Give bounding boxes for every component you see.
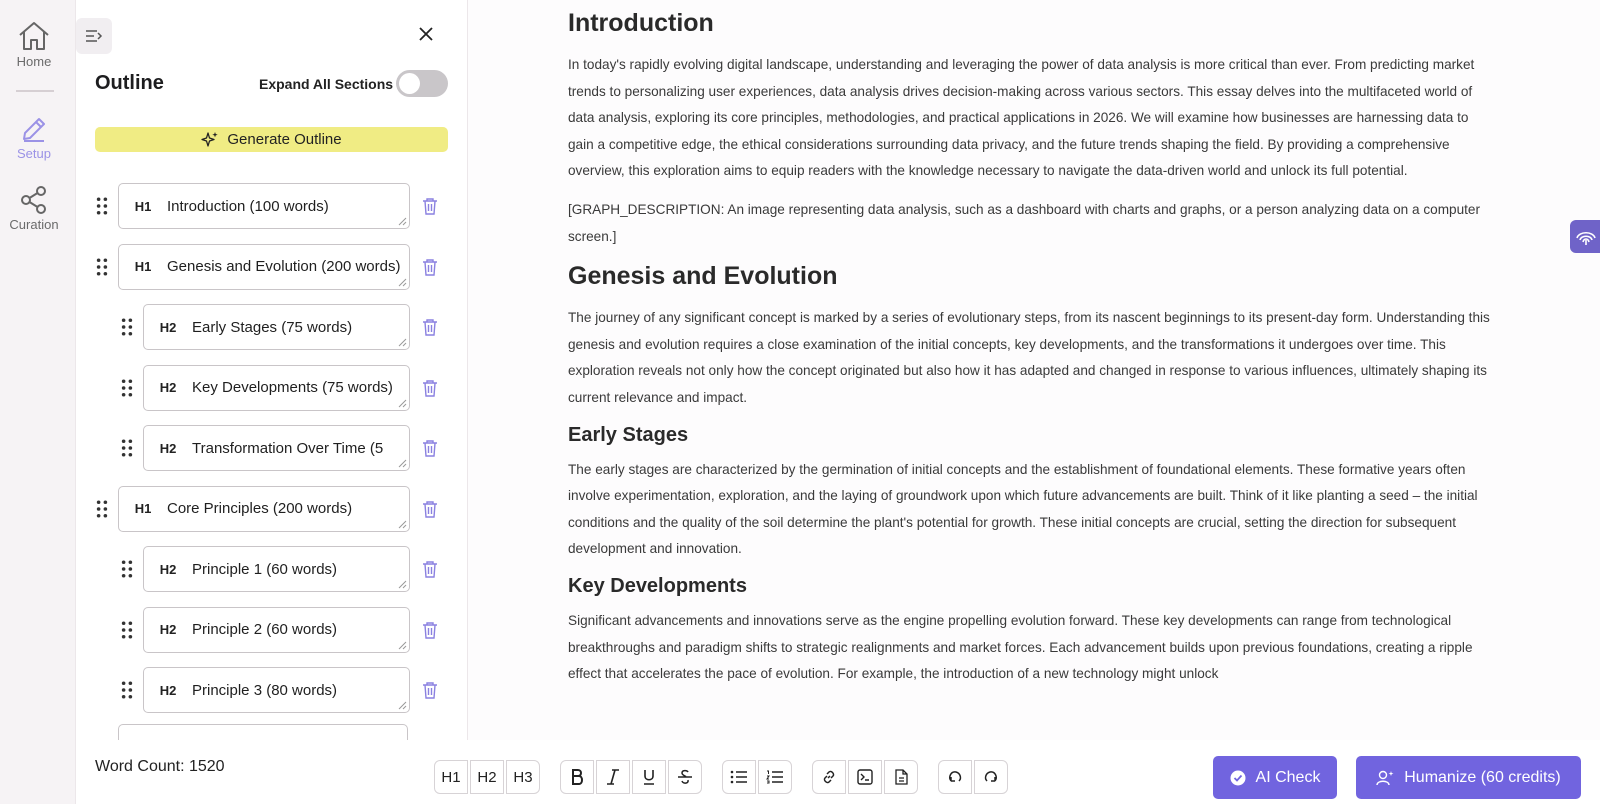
intro-paragraph: In today's rapidly evolving digital landscape, understanding and leveraging the power of data analysis is more critical than ever. From predicting market trends to personalizing user experiences, data analysis drives decision-making across various sectors. This essay delves into the multifaceted world of data analysis, exploring its core principles, methodologies, and practical applications in 2026. We will examine how businesses are harnessing data to gain a competitive edge, the ethical considerations surrounding data privacy, and the future trends shaping the field. By providing a comprehensive overview, this exploration aims to equip readers with the knowledge necessary to navigate the data-driven world and unlock its full potential. (568, 57, 1475, 179)
outline-item (76, 365, 468, 411)
heading-level-badge: H2 (159, 682, 177, 698)
strikethrough-button[interactable] (668, 760, 702, 794)
heading-level-badge: H2 (159, 561, 177, 577)
pencil-icon (19, 114, 49, 144)
drag-handle-icon[interactable] (120, 318, 134, 336)
generate-outline-button[interactable] (95, 127, 448, 152)
undo-icon (947, 769, 963, 785)
outline-item-input[interactable] (143, 667, 410, 713)
drag-handle-icon[interactable] (95, 197, 109, 215)
heading-level-badge: H1 (134, 259, 152, 274)
link-icon (821, 769, 837, 785)
nav-curation-label: Curation (9, 217, 59, 232)
outline-item-text: Principle 2 (60 words) (192, 621, 338, 638)
undo-button[interactable] (938, 760, 972, 794)
outline-item-text: Genesis and Evolution (200 words) (167, 258, 401, 275)
outline-item-text: Transformation Over Time (5 (192, 439, 384, 457)
drag-handle-icon[interactable] (120, 621, 134, 639)
document-icon (894, 769, 908, 785)
outline-item-input[interactable] (118, 183, 410, 229)
expand-all-toggle[interactable] (396, 70, 448, 97)
outline-item-text: Introduction (100 words) (167, 197, 329, 215)
trash-icon[interactable] (422, 197, 438, 215)
heading-early-stages: Early Stages (568, 423, 689, 446)
heading-key-developments: Key Developments (568, 574, 747, 597)
outline-item (76, 304, 468, 350)
underline-icon (642, 769, 656, 785)
heading1-button[interactable]: H1 (434, 760, 468, 794)
bold-button[interactable] (560, 760, 594, 794)
outline-item-text: Key Developments (75 words) (192, 379, 393, 396)
outline-item-input[interactable] (143, 365, 410, 411)
outline-item-text: Principle 3 (80 words) (192, 681, 338, 699)
outline-panel (76, 0, 468, 740)
key-paragraph: Significant advancements and innovations serve as the engine propelling evolution forward. These key developments can range from technological breakthroughs and paradigm shifts to strategic realignments and market forces. Each advancement builds upon previous foundations, creating a ripple effect that accelerates the pace of evolution. For example, the introduction of a new technology might unlock (568, 612, 1473, 682)
drag-handle-icon[interactable] (120, 560, 134, 578)
early-paragraph: The early stages are characterized by the germination of initial concepts and the establishment of foundational elements. These formative years often involve experimentation, exploration, and the laying of groundwork upon which future advancements are built. Think of it like planting a seed – the initial conditions and the quality of the soil determine the plant's potential for growth. These initial concepts are crucial, setting the direction for subsequent development and innovation. (568, 461, 1478, 557)
numbered-list-button[interactable] (758, 760, 792, 794)
heading-level-badge: H1 (134, 198, 152, 214)
heading-level-badge: H2 (159, 622, 177, 637)
home-icon (17, 20, 51, 52)
outline-item-input[interactable] (118, 244, 410, 290)
ai-check-button[interactable] (1213, 756, 1337, 799)
resize-handle-icon[interactable] (398, 580, 407, 589)
outline-item (76, 425, 468, 471)
redo-icon (983, 769, 999, 785)
terminal-icon (857, 769, 873, 785)
trash-icon[interactable] (422, 681, 438, 699)
trash-icon[interactable] (422, 560, 438, 578)
genesis-paragraph: The journey of any significant concept is marked by a series of evolutionary steps, from its nascent beginnings to its present-day form. Understanding this genesis and evolution requires a close examination of the initial concepts, key developments, and the transformations it undergoes over time. This exploration reveals not only how the concept originated but also how it has adapted and changed in response to various influences, ultimately shaping its current relevance and impact. (568, 310, 1490, 405)
collapse-icon (85, 29, 103, 43)
outline-item-text: Core Principles (200 words) (167, 500, 353, 517)
sparkle-icon (201, 131, 219, 149)
humanize-button[interactable] (1356, 756, 1581, 799)
graph-description-paragraph: [GRAPH_DESCRIPTION: An image representing data analysis, such as a dashboard with charts and graphs, or a person analyzing data on a computer screen.] (568, 201, 1481, 244)
nav-rail (0, 0, 76, 804)
outline-item (76, 183, 468, 229)
resize-handle-icon[interactable] (398, 399, 407, 408)
editor-content[interactable] (568, 0, 1492, 740)
heading-level-badge: H2 (159, 319, 177, 335)
collapse-panel-button[interactable] (76, 18, 112, 54)
trash-icon[interactable] (422, 318, 438, 336)
resize-handle-icon[interactable] (398, 217, 407, 226)
humanize-label: Humanize (60 credits) (1404, 768, 1561, 786)
strikethrough-icon (677, 769, 693, 785)
trash-icon[interactable] (422, 258, 438, 276)
generate-outline-label: Generate Outline (227, 131, 342, 148)
user-sparkle-icon (1376, 770, 1394, 786)
heading-introduction: Introduction (568, 9, 714, 37)
outline-item (76, 607, 468, 653)
drag-handle-icon[interactable] (95, 500, 109, 518)
expand-all-label: Expand All Sections (259, 76, 394, 92)
nav-home-label: Home (16, 54, 52, 69)
nav-home[interactable] (0, 20, 68, 69)
outline-item-input[interactable] (143, 546, 410, 592)
trash-icon[interactable] (422, 500, 438, 518)
outline-title: Outline (95, 72, 164, 94)
outline-item (76, 486, 468, 532)
drag-handle-icon[interactable] (120, 379, 134, 397)
trash-icon[interactable] (422, 439, 438, 457)
code-block-button[interactable] (848, 760, 882, 794)
close-icon (419, 27, 433, 41)
outline-item-text: Early Stages (75 words) (192, 318, 353, 336)
heading3-button[interactable]: H3 (506, 760, 540, 794)
outline-item-text: Principle 1 (60 words) (192, 560, 338, 578)
outline-item (76, 244, 468, 290)
outline-item-partial[interactable] (118, 724, 408, 740)
drag-handle-icon[interactable] (120, 681, 134, 699)
outline-item-input[interactable] (143, 304, 410, 350)
underline-button[interactable] (632, 760, 666, 794)
check-circle-icon (1230, 770, 1246, 786)
italic-icon (606, 769, 620, 785)
trash-icon[interactable] (422, 621, 438, 639)
numbered-list-icon (766, 770, 784, 784)
drag-handle-icon[interactable] (95, 258, 109, 276)
redo-button[interactable] (974, 760, 1008, 794)
drag-handle-icon[interactable] (120, 439, 134, 457)
share-icon (19, 185, 49, 215)
resize-handle-icon[interactable] (398, 701, 407, 710)
italic-button[interactable] (596, 760, 630, 794)
heading-genesis: Genesis and Evolution (568, 262, 838, 291)
side-widget-button[interactable] (1570, 220, 1600, 253)
resize-handle-icon[interactable] (398, 641, 407, 650)
outline-item-input[interactable] (118, 486, 410, 532)
fingerprint-icon (1575, 228, 1597, 246)
editor-toolbar (76, 740, 1600, 804)
heading-level-badge: H2 (159, 380, 177, 395)
nav-setup[interactable] (0, 114, 68, 161)
document-button[interactable] (884, 760, 918, 794)
resize-handle-icon[interactable] (398, 338, 407, 347)
resize-handle-icon[interactable] (398, 278, 407, 287)
toggle-knob (399, 73, 420, 94)
bullet-list-icon (730, 770, 748, 784)
close-button[interactable] (414, 22, 438, 46)
heading2-button[interactable]: H2 (470, 760, 504, 794)
heading-level-badge: H2 (159, 440, 177, 456)
trash-icon[interactable] (422, 379, 438, 397)
word-count: Word Count: 1520 (95, 758, 225, 775)
nav-setup-label: Setup (17, 146, 51, 161)
outline-item-input[interactable] (143, 425, 410, 471)
link-button[interactable] (812, 760, 846, 794)
outline-item (76, 546, 468, 592)
nav-divider (16, 90, 54, 92)
heading-level-badge: H1 (134, 501, 152, 516)
bullet-list-button[interactable] (722, 760, 756, 794)
outline-item (76, 667, 468, 713)
nav-curation[interactable] (0, 185, 68, 232)
outline-item-input[interactable] (143, 607, 410, 653)
ai-check-label: AI Check (1255, 768, 1321, 786)
bold-icon (570, 769, 584, 785)
resize-handle-icon[interactable] (398, 520, 407, 529)
resize-handle-icon[interactable] (398, 459, 407, 468)
